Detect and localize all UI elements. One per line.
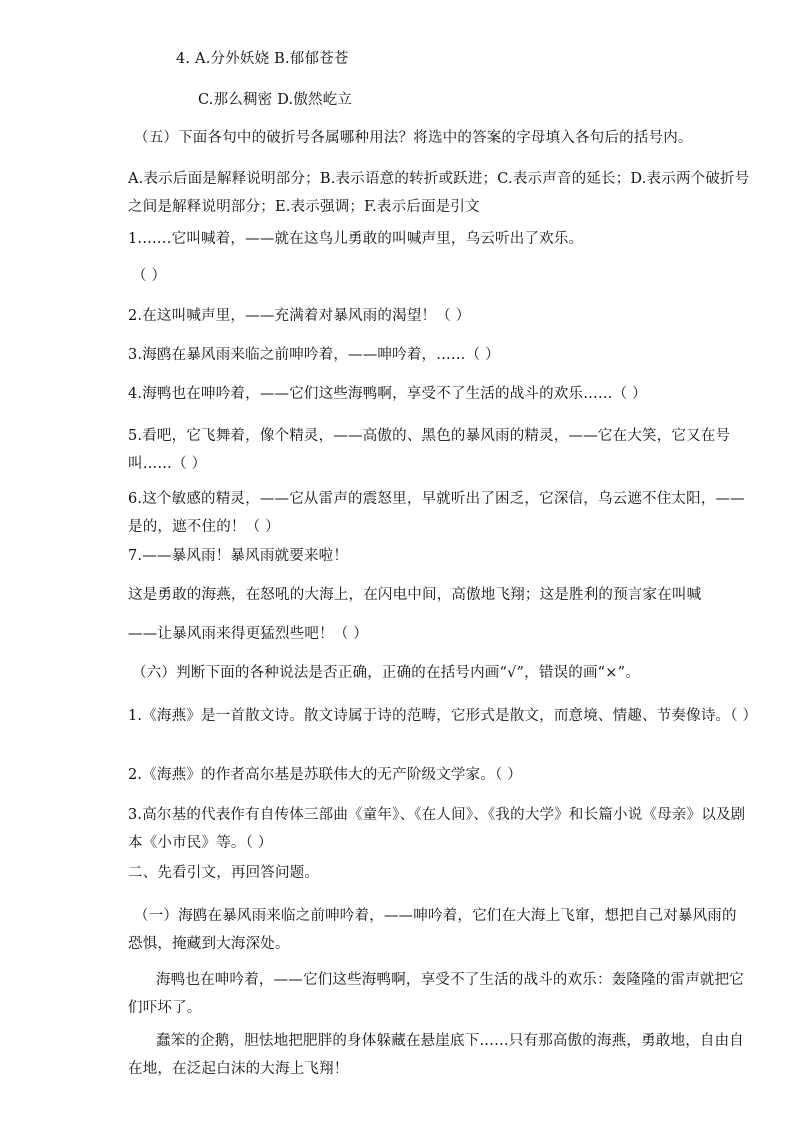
part-2-heading: 二、先看引文，再回答问题。 [128,865,320,881]
question-4-options-cd: C.那么稠密 D.傲然屹立 [198,92,353,108]
section-5-item-5: 5.看吧，它飞舞着，像个精灵，——高傲的、黑色的暴风雨的精灵，——它在大笑，它又在号叫……（ ） [128,428,731,472]
section-5-answer-key: A.表示后面是解释说明部分；B.表示语意的转折或跃进；C.表示声音的延长；D.表示两个破折号之间是解释说明部分；E.表示强调；F.表示后面是引文 [128,171,750,215]
section-6-item-2: 2.《海燕》的作者高尔基是苏联伟大的无产阶级文学家。（ ） [128,767,522,783]
section-5-item-4: 4.海鸭也在呻吟着，——它们这些海鸭啊，享受不了生活的战斗的欢乐……（ ） [128,386,647,402]
section-5-item-1: 1.……它叫喊着，——就在这鸟儿勇敢的叫喊声里，乌云听出了欢乐。 [128,231,584,247]
section-6-item-3: 3.高尔基的代表作有自传体三部曲《童年》、《在人间》、《我的大学》和长篇小说《母亲》以及剧本《小市民》等。（ ） [128,807,746,851]
section-5-item-2: 2.在这叫喊声里，——充满着对暴风雨的渴望！（ ） [128,308,471,324]
section-6-item-1: 1.《海燕》是一首散文诗。散文诗属于诗的范畴，它形式是散文，而意境、情趣、节奏像诗。（ ） [128,708,758,724]
part-2-passage-1: （一）海鸥在暴风雨来临之前呻吟着，——呻吟着，它们在大海上飞窜，想把自己对暴风雨的恐惧，掩藏到大海深处。 [128,908,737,952]
section-5-item-1-bracket: （ ） [132,268,167,284]
section-5-item-7-text: 这是勇敢的海燕，在怒吼的大海上，在闪电中间，高傲地飞翔；这是胜利的预言家在叫喊 [128,587,702,603]
section-5-item-6: 6.这个敏感的精灵，——它从雷声的震怒里，早就听出了困乏，它深信，乌云遮不住太阳，——是的，遮不住的！（ ） [128,491,745,535]
part-2-passage-3: 蠢笨的企鹅，胆怯地把肥胖的身体躲藏在悬崖底下……只有那高傲的海燕，勇敢地，自由自在地，在泛起白沫的大海上飞翔！ [128,1033,744,1077]
part-2-passage-2: 海鸭也在呻吟着，——它们这些海鸭啊，享受不了生活的战斗的欢乐：轰隆隆的雷声就把它们吓坏了。 [128,972,744,1016]
section-5-item-7-end: ——让暴风雨来得更猛烈些吧！（ ） [128,626,369,642]
section-5-heading: （五）下面各句中的破折号各属哪种用法？将选中的答案的字母填入各句后的括号内。 [134,130,693,146]
section-5-item-7: 7.——暴风雨！暴风雨就要来啦！ [128,548,349,564]
section-6-heading: （六）判断下面的各种说法是否正确，正确的在括号内画“√”，错误的画“×”。 [132,665,640,681]
question-4-options-ab: 4. A.分外妖娆 B.郁郁苍苍 [176,51,349,67]
section-5-item-3: 3.海鸥在暴风雨来临之前呻吟着，——呻吟着，……（ ） [128,347,500,363]
